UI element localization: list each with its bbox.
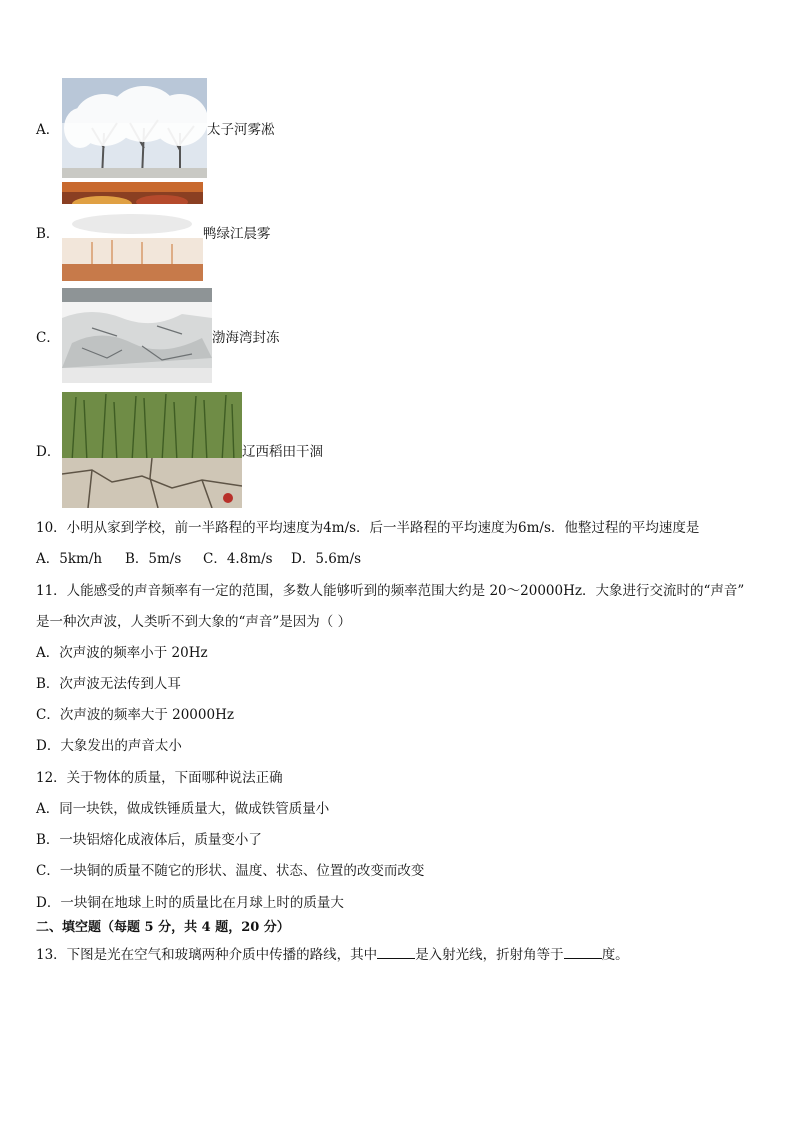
option-caption: 渤海湾封冻 <box>212 329 280 346</box>
q10-option-d[interactable]: D．5.6m/s <box>291 551 362 567</box>
option-caption: 太子河雾凇 <box>207 122 275 138</box>
q13-part3: 度。 <box>601 947 629 963</box>
q13-stem <box>36 946 629 964</box>
option-letter: B． <box>36 225 60 242</box>
q10-option-c[interactable]: C．4.8m/s <box>203 551 273 567</box>
q10-stem: 10．小明从家到学校，前一半路程的平均速度为4m/s．后一半路程的平均速度为6m/s．他整过程的平均速度是 <box>36 520 700 536</box>
q9-option-c[interactable] <box>36 288 280 383</box>
river-fog-photo-icon <box>62 182 203 281</box>
frozen-bay-photo-icon <box>62 288 212 383</box>
q11-option-d[interactable]: D．大象发出的声音太小 <box>36 738 182 754</box>
q12-stem: 12．关于物体的质量，下面哪种说法正确 <box>36 770 283 786</box>
answer-blank-1[interactable] <box>377 946 415 959</box>
q11-option-b[interactable]: B．次声波无法传到人耳 <box>36 676 181 692</box>
option-letter: C． <box>36 329 60 346</box>
option-caption: 辽西稻田干涸 <box>242 444 323 460</box>
q11-stem-line1: 11．人能感受的声音频率有一定的范围，多数人能够听到的频率范围大约是 20～20000Hz．大象进行交流时的“声音” <box>36 583 745 599</box>
q9-option-a[interactable] <box>36 78 275 178</box>
frost-trees-photo-icon <box>62 78 207 178</box>
q12-option-c[interactable]: C．一块铜的质量不随它的形状、温度、状态、位置的改变而改变 <box>36 863 425 879</box>
q11-option-a[interactable]: A．次声波的频率小于 20Hz <box>36 645 208 661</box>
q13-part1: 13．下图是光在空气和玻璃两种介质中传播的路线，其中 <box>36 947 378 963</box>
option-letter: A． <box>36 122 60 138</box>
option-caption: 鸭绿江晨雾 <box>203 225 271 242</box>
answer-blank-2[interactable] <box>564 946 602 959</box>
q11-option-c[interactable]: C．次声波的频率大于 20000Hz <box>36 707 234 723</box>
q12-option-a[interactable]: A．同一块铁，做成铁锤质量大，做成铁管质量小 <box>36 801 330 817</box>
section-title: 二、填空题（每题 5 分，共 4 题，20 分） <box>36 920 290 935</box>
option-letter: D． <box>36 444 61 460</box>
q10-option-a[interactable]: A．5km/h <box>36 551 103 567</box>
q9-option-b[interactable] <box>36 182 271 281</box>
q12-option-d[interactable]: D．一块铜在地球上时的质量比在月球上时的质量大 <box>36 895 344 911</box>
q10-option-b[interactable]: B．5m/s <box>125 551 182 567</box>
q12-option-b[interactable]: B．一块铝熔化成液体后，质量变小了 <box>36 832 262 848</box>
q11-stem-line2: 是一种次声波，人类听不到大象的“声音”是因为（ ） <box>36 614 352 630</box>
dry-paddy-photo-icon <box>62 392 242 508</box>
q13-part2: 是入射光线，折射角等于 <box>415 947 564 963</box>
q9-option-d[interactable] <box>36 392 323 508</box>
